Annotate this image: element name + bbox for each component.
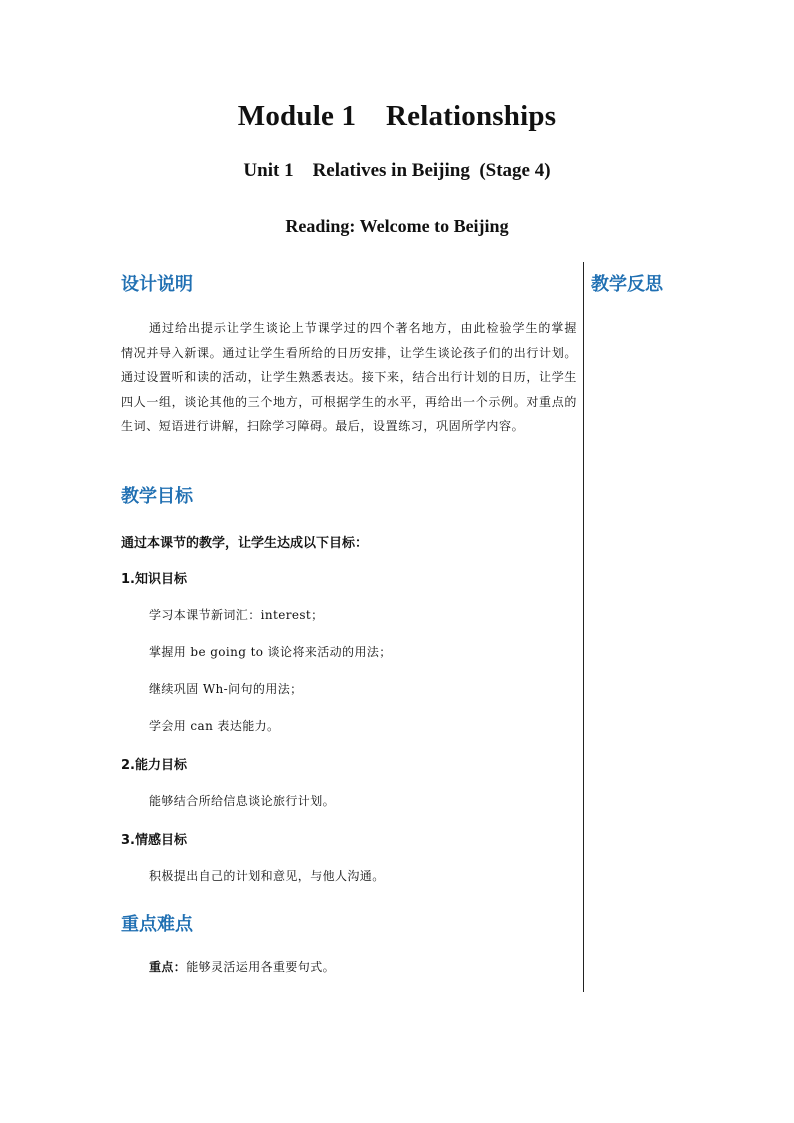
objectives-heading: 教学目标 <box>121 486 193 507</box>
key-points-heading: 重点难点 <box>121 914 193 935</box>
column-divider <box>583 262 584 992</box>
key-point-text: 能够灵活运用各重要句式。 <box>186 960 336 974</box>
page-title: Module 1 Relationships <box>237 100 557 132</box>
emotion-item: 积极提出自己的计划和意见，与他人沟通。 <box>149 869 385 883</box>
ability-objective-label: 2.能力目标 <box>121 758 187 773</box>
emotion-objective-label: 3.情感目标 <box>121 833 187 848</box>
unit-subtitle: Unit 1 Relatives in Beijing (Stage 4) <box>243 160 551 181</box>
knowledge-item: 学会用 can 表达能力。 <box>149 719 280 733</box>
knowledge-item: 继续巩固 Wh-问句的用法； <box>149 682 303 696</box>
knowledge-item: 掌握用 be going to 谈论将来活动的用法； <box>149 645 392 659</box>
objectives-lead: 通过本课节的教学，让学生达成以下目标： <box>121 536 369 551</box>
design-heading: 设计说明 <box>121 274 193 295</box>
knowledge-item: 学习本课节新词汇：interest； <box>149 608 324 622</box>
knowledge-objective-label: 1.知识目标 <box>121 572 187 587</box>
reflection-heading: 教学反思 <box>591 274 663 295</box>
ability-item: 能够结合所给信息谈论旅行计划。 <box>149 794 336 808</box>
reading-title: Reading: Welcome to Beijing <box>285 216 509 236</box>
key-point-line <box>121 958 335 975</box>
design-paragraph: 通过给出提示让学生谈论上节课学过的四个著名地方，由此检验学生的掌握情况并导入新课。通过让学生看所给的日历安排，让学生谈论孩子们的出行计划。通过设置听和读的活动，让学生熟悉表达。接下来，结合出行计划的日历，让学生四人一组，谈论其他的三个地方，可根据学生的水平，再给出一个示例。对重点的生词、短语进行讲解，扫除学习障碍。最后，设置练习，巩固所学内容。 <box>121 321 577 433</box>
key-point-label: 重点： <box>149 960 187 974</box>
